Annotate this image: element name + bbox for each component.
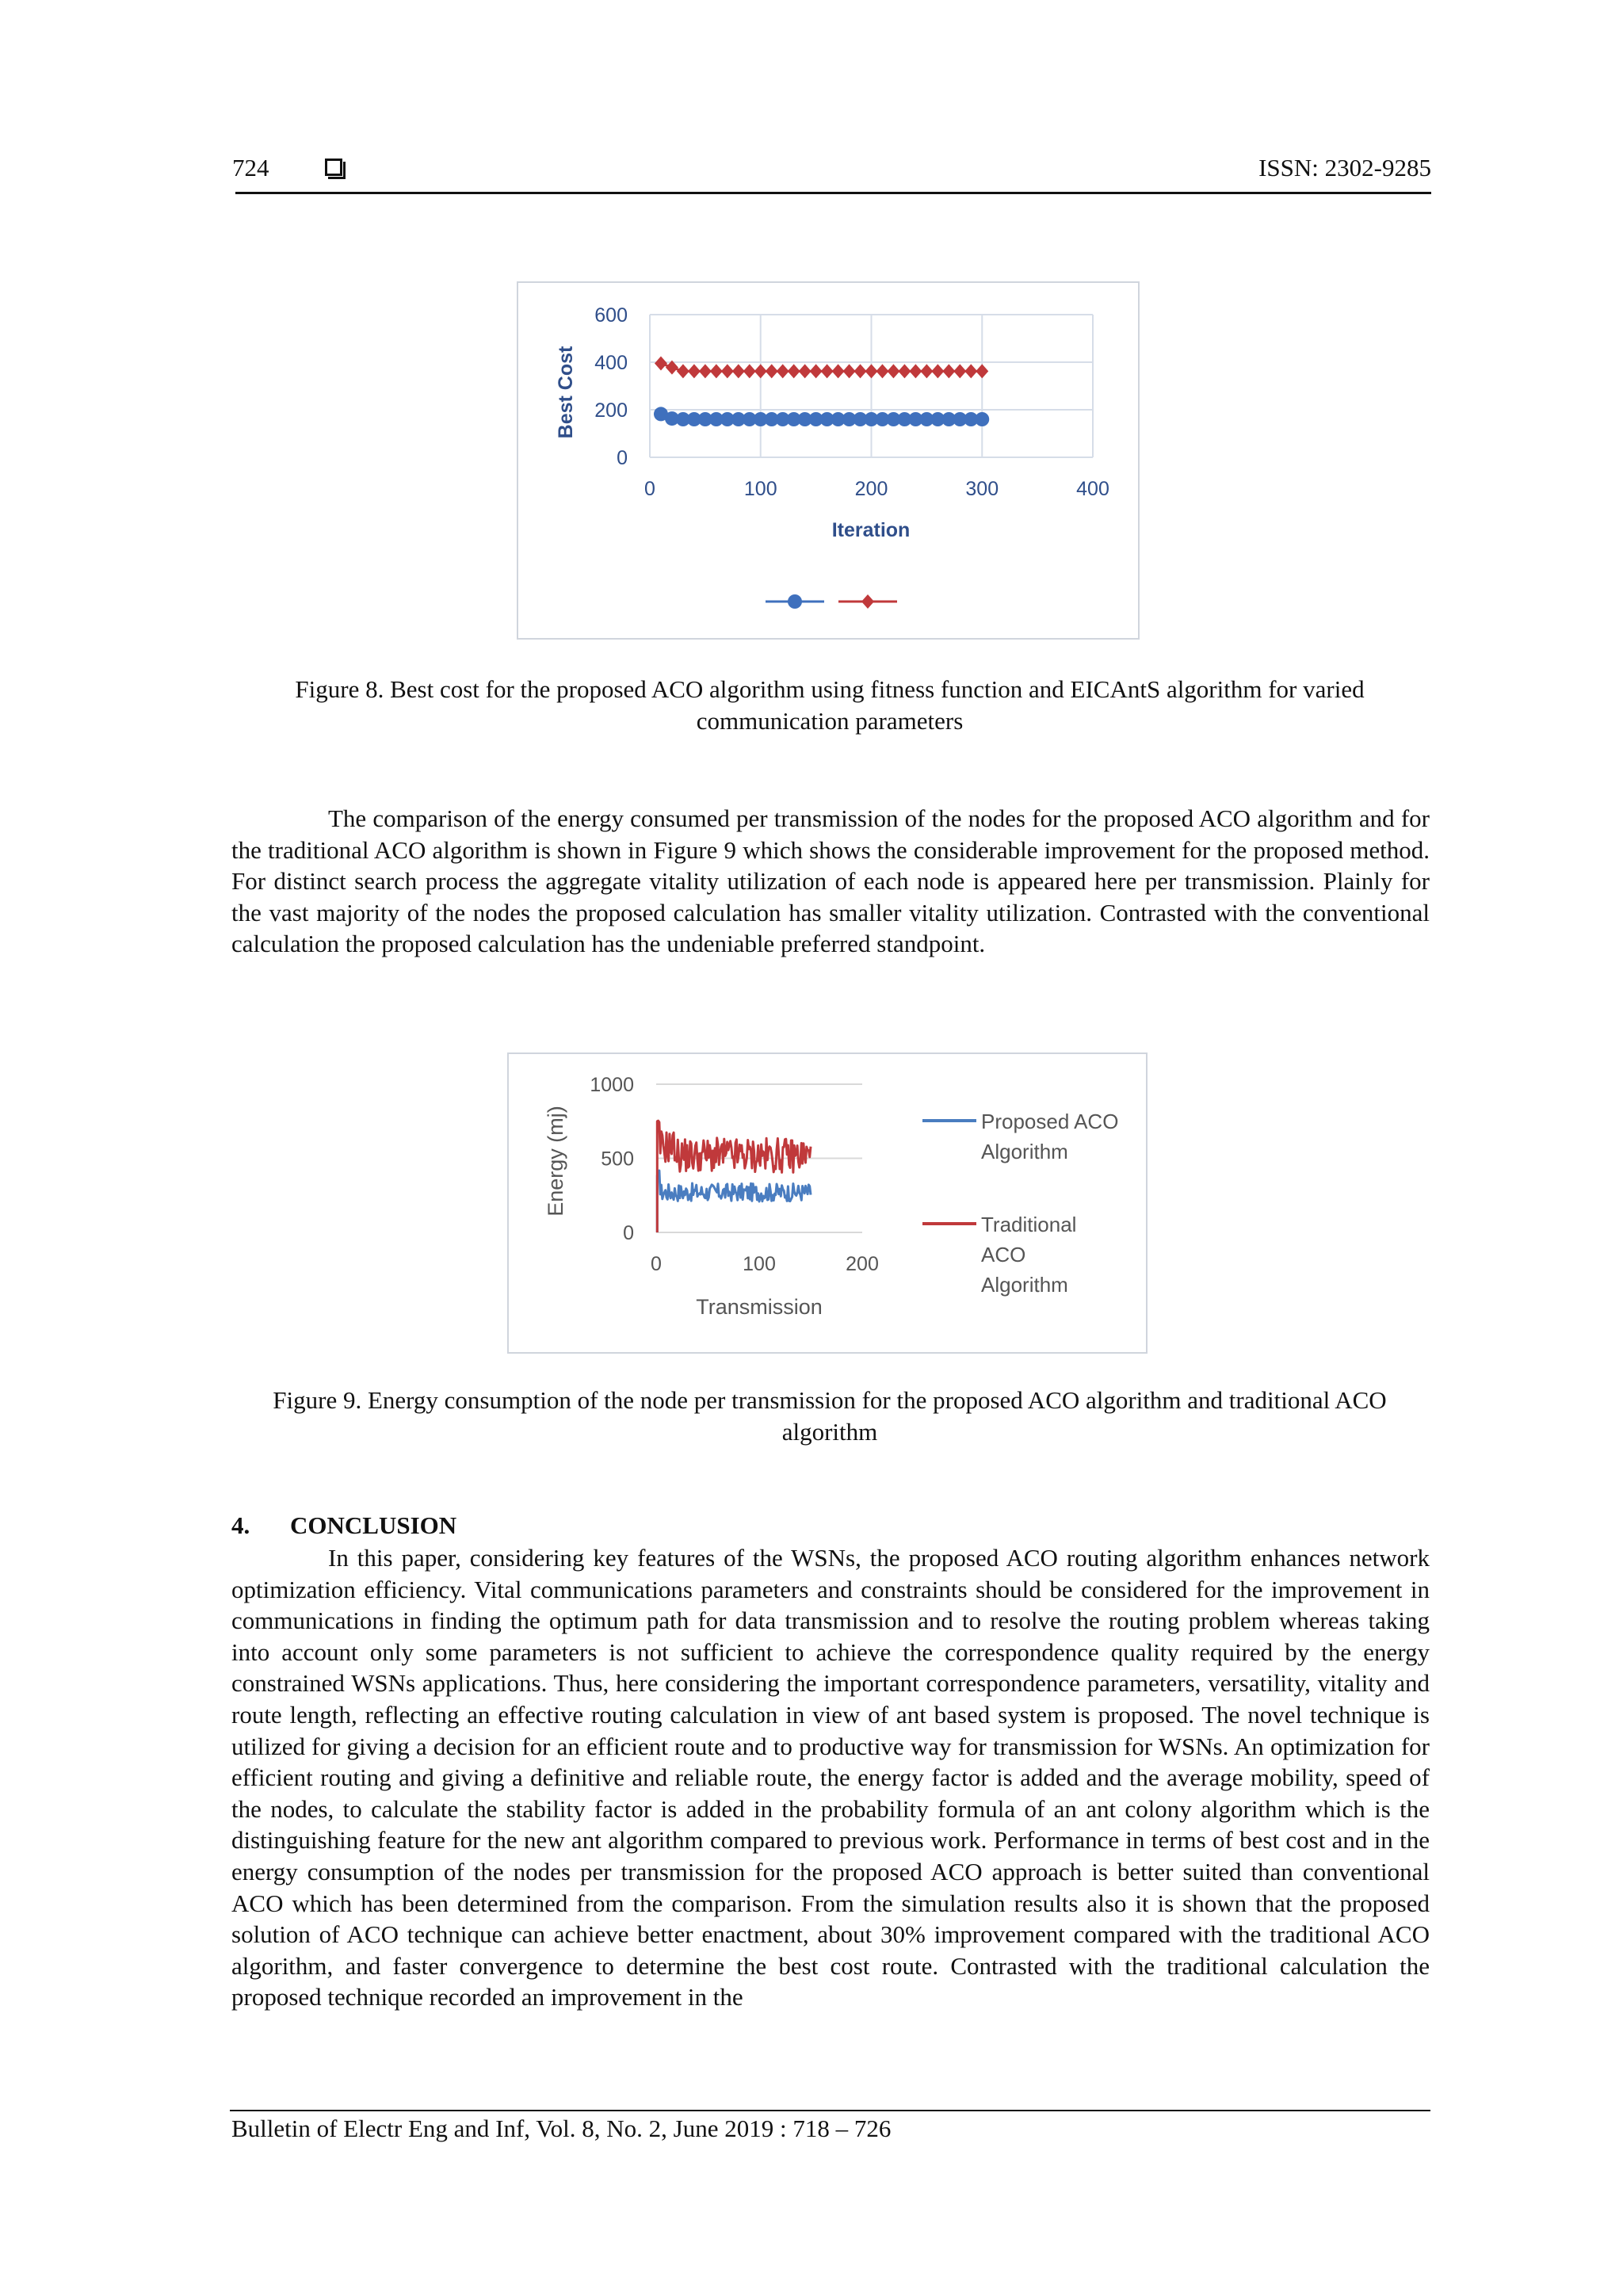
fig8-point — [920, 364, 933, 378]
fig8-point — [832, 364, 845, 378]
fig8-point — [721, 364, 734, 378]
fig8-point — [777, 364, 789, 378]
legend-proposed-label-1: Proposed ACO — [981, 1110, 1119, 1133]
fig8-point — [931, 364, 944, 378]
section-title: CONCLUSION — [290, 1511, 457, 1539]
fig8-ytick-label: 600 — [594, 304, 628, 327]
header-rule — [235, 192, 1431, 194]
fig8-ytick-label: 200 — [594, 399, 628, 422]
fig9-legend — [922, 1110, 1118, 1297]
fig9-ylabel: Energy (mj) — [544, 1106, 567, 1217]
fig8-legend-marker-2 — [861, 594, 874, 609]
legend-traditional-label-2: ACO — [981, 1243, 1026, 1266]
body-paragraph — [231, 803, 1430, 960]
fig8-ylabel: Best Cost — [555, 346, 577, 439]
fig8-point — [843, 364, 856, 378]
footer-citation: Bulletin of Electr Eng and Inf, Vol. 8, No. 2, June 2019 : 718 – 726 — [231, 2115, 892, 2142]
section-number: 4. — [231, 1511, 250, 1539]
legend-traditional-label-1: Traditional — [981, 1213, 1077, 1236]
fig8-point — [655, 357, 667, 371]
fig9-xlabel: Transmission — [696, 1295, 823, 1319]
page-number: 724 — [232, 154, 269, 181]
issn: ISSN: 2302-9285 — [1258, 154, 1431, 181]
fig8-legend — [766, 594, 897, 609]
fig8-point — [898, 364, 911, 378]
fig8-xtick-label: 100 — [743, 478, 777, 500]
conclusion-paragraph — [231, 1542, 1430, 2013]
figure-9-caption — [238, 1385, 1422, 1448]
fig8-point — [688, 364, 701, 378]
fig8-point — [810, 364, 823, 378]
legend-traditional-label-3: Algorithm — [981, 1273, 1068, 1297]
fig8-legend-marker-1 — [788, 594, 802, 609]
fig9-ytick-label: 1000 — [590, 1074, 634, 1096]
fig9-xtick-label: 100 — [743, 1253, 776, 1275]
fig8-point — [699, 364, 712, 378]
fig8-ytick-label: 0 — [617, 447, 628, 469]
fig8-xtick-label: 0 — [644, 478, 655, 500]
fig8-point — [799, 364, 812, 378]
fig8-point — [854, 364, 867, 378]
fig8-ytick-label: 400 — [594, 352, 628, 374]
fig8-point — [964, 364, 977, 378]
fig8-point — [887, 364, 899, 378]
footer-rule — [230, 2110, 1430, 2111]
legend-proposed-label-2: Algorithm — [981, 1140, 1068, 1163]
fig9-series-line-0 — [657, 1171, 811, 1232]
box-icon — [325, 159, 342, 176]
fig9-ytick-label: 500 — [601, 1148, 634, 1171]
fig8-point — [677, 364, 689, 378]
paragraph-text: The comparison of the energy consumed per transmission of the nodes for the proposed ACO algorithm and for the traditional ACO algorithm is shown in Figure 9 which shows the considerable improvement for the proposed method. For distinct search process the aggregate vitality utilization of each node is appeared here per transmission. Plainly for the vast majority of the nodes the proposed calculation has smaller vitality utilization. Contrasted with the conventional calculation the proposed calculation has the undeniable preferred standpoint. — [231, 804, 1430, 958]
fig8-point — [743, 364, 756, 378]
figure-9 — [507, 1052, 1148, 1354]
fig8-point — [876, 364, 888, 378]
fig9-series-line-1 — [657, 1121, 811, 1232]
figure-8-caption — [231, 674, 1428, 737]
fig8-point — [821, 364, 834, 378]
figure-8 — [517, 281, 1140, 640]
fig8-xtick-label: 300 — [965, 478, 999, 500]
figure-8-caption-text: Figure 8. Best cost for the proposed ACO algorithm using fitness function and EICAntS algorithm for varied communication parameters — [295, 675, 1365, 735]
fig8-point — [754, 364, 767, 378]
fig8-xlabel: Iteration — [831, 519, 911, 541]
fig9-xtick-label: 200 — [846, 1253, 879, 1275]
fig8-point — [942, 364, 955, 378]
figure-8-chart — [518, 283, 1138, 638]
fig8-point — [788, 364, 800, 378]
fig8-point — [976, 364, 988, 378]
fig8-point — [766, 364, 778, 378]
fig8-point — [953, 364, 966, 378]
fig8-point — [732, 364, 745, 378]
fig8-xtick-label: 200 — [854, 478, 888, 500]
figure-9-caption-text: Figure 9. Energy consumption of the node per transmission for the proposed ACO algorithm and traditional ACO algorithm — [273, 1386, 1387, 1446]
fig8-point — [865, 364, 878, 378]
fig8-point — [975, 412, 989, 426]
fig8-point — [710, 364, 723, 378]
fig8-point — [909, 364, 922, 378]
figure-9-chart — [509, 1054, 1146, 1352]
fig8-xtick-label: 400 — [1076, 478, 1109, 500]
fig9-ytick-label: 0 — [623, 1222, 634, 1244]
fig9-xtick-label: 0 — [651, 1253, 662, 1275]
conclusion-text: In this paper, considering key features of the WSNs, the proposed ACO routing algorithm enhances network optimization efficiency. Vital communications parameters and constraints should be considered for the improvement in communications in finding the optimum path for data transmission and to resolve the routing problem whereas taking into account only some parameters is not sufficient to achieve the correspondence quality required by the energy constrained WSNs applications. Thus, here considering the important correspondence parameters, versatility, vitality and route length, reflecting an effective routing calculation in view of ant based system is proposed. The novel technique is utilized for giving a decision for an efficient route and to productive way for transmission for WSNs. An optimization for efficient routing and giving a definitive and reliable route, the energy factor is added and the average mobility, speed of the nodes, to calculate the stability factor is added in the probability formula of an ant colony algorithm which is the distinguishing feature for the new ant algorithm compared to previous work. Performance in terms of best cost and in the energy consumption of the nodes per transmission for the proposed ACO approach is better suited than conventional ACO which has been determined from the comparison. From the simulation results also it is shown that the proposed solution of ACO technique can achieve better enactment, about 30% improvement compared with the traditional ACO algorithm, and faster convergence to determine the best cost route. Contrasted with the traditional calculation the proposed technique recorded an improvement in the — [231, 1544, 1430, 2011]
